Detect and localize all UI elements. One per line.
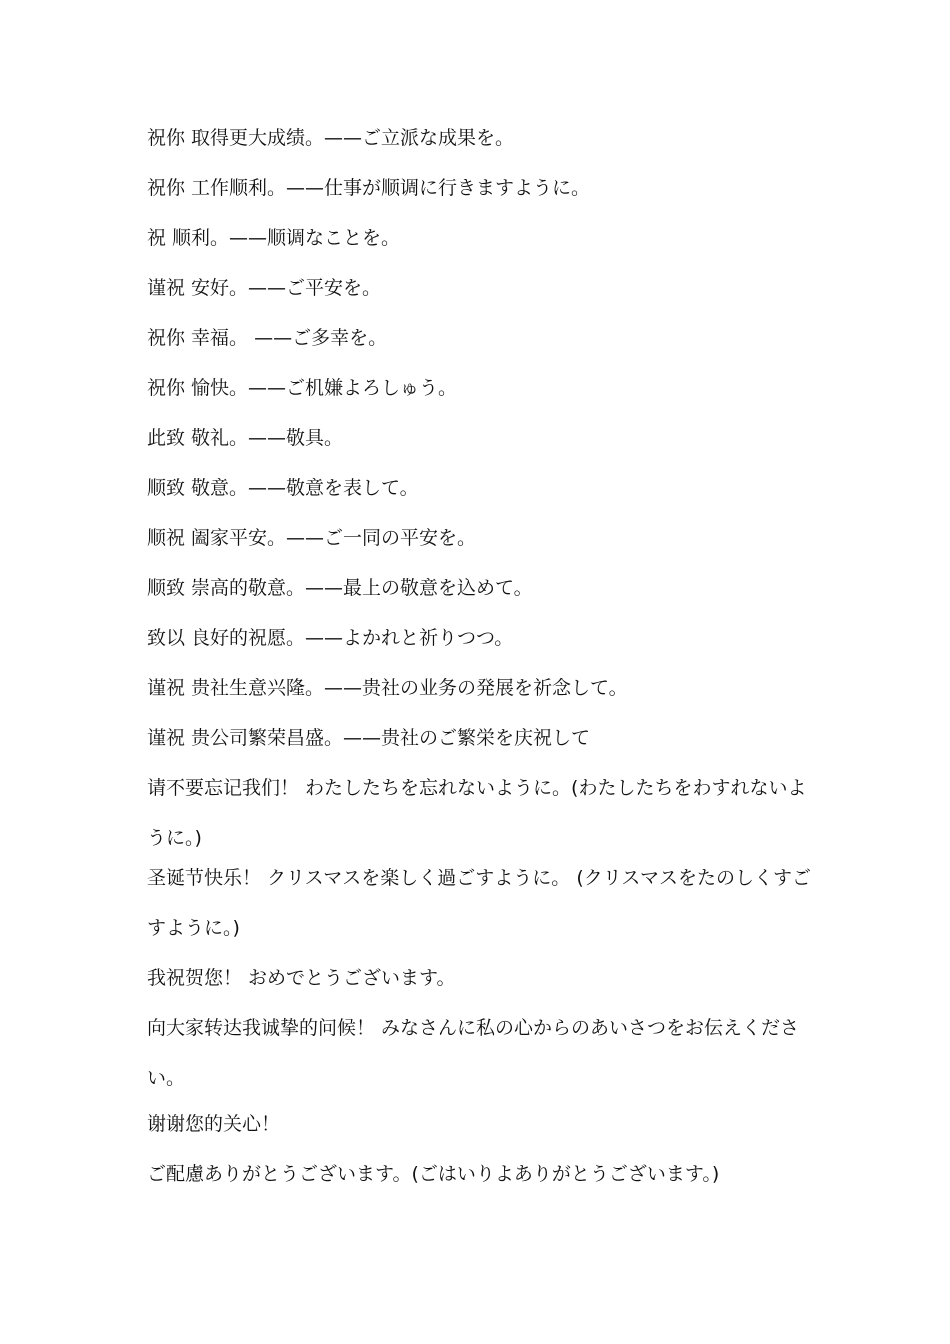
text-line: 祝你 愉快。——ご机嫌よろしゅう。 bbox=[147, 377, 458, 399]
text-line: 顺致 崇高的敬意。——最上の敬意を込めて。 bbox=[147, 577, 533, 599]
text-line: 向大家转达我诚挚的问候！ みなさんに私の心からのあいさつをお伝えください。 bbox=[147, 1017, 800, 1089]
text-line: 谨祝 安好。——ご平安を。 bbox=[147, 277, 382, 299]
text-line: ご配慮ありがとうございます。(ごはいりよありがとうございます。) bbox=[147, 1163, 720, 1185]
text-line: 顺祝 阖家平安。——ご一同の平安を。 bbox=[147, 527, 477, 549]
document-body bbox=[147, 123, 812, 1209]
text-line: 谢谢您的关心！ bbox=[147, 1113, 281, 1135]
text-line: 祝 顺利。——顺调なことを。 bbox=[147, 227, 401, 249]
text-line: 谨祝 贵社生意兴隆。——贵社の业务の発展を祈念して。 bbox=[147, 677, 628, 699]
text-line: 我祝贺您！ おめでとうございます。 bbox=[147, 967, 456, 989]
text-line: 圣诞节快乐！ クリスマスを楽しく過ごすように。 (クリスマスをたのしくすごすように。) bbox=[147, 867, 811, 939]
text-line: 致以 良好的祝愿。——よかれと祈りつつ。 bbox=[147, 627, 514, 649]
text-line: 祝你 工作顺利。——仕事が顺调に行きますように。 bbox=[147, 177, 591, 199]
text-line: 谨祝 贵公司繁荣昌盛。——贵社のご繁栄を庆祝して bbox=[147, 727, 591, 749]
text-line: 顺致 敬意。——敬意を表して。 bbox=[147, 477, 419, 499]
text-line: 请不要忘记我们！ わたしたちを忘れないように。(わたしたちをわすれないように。) bbox=[147, 777, 807, 849]
text-line: 祝你 幸福。 ——ご多幸を。 bbox=[147, 327, 388, 349]
text-line: 祝你 取得更大成绩。——ご立派な成果を。 bbox=[147, 127, 515, 149]
text-line: 此致 敬礼。——敬具。 bbox=[147, 427, 344, 449]
